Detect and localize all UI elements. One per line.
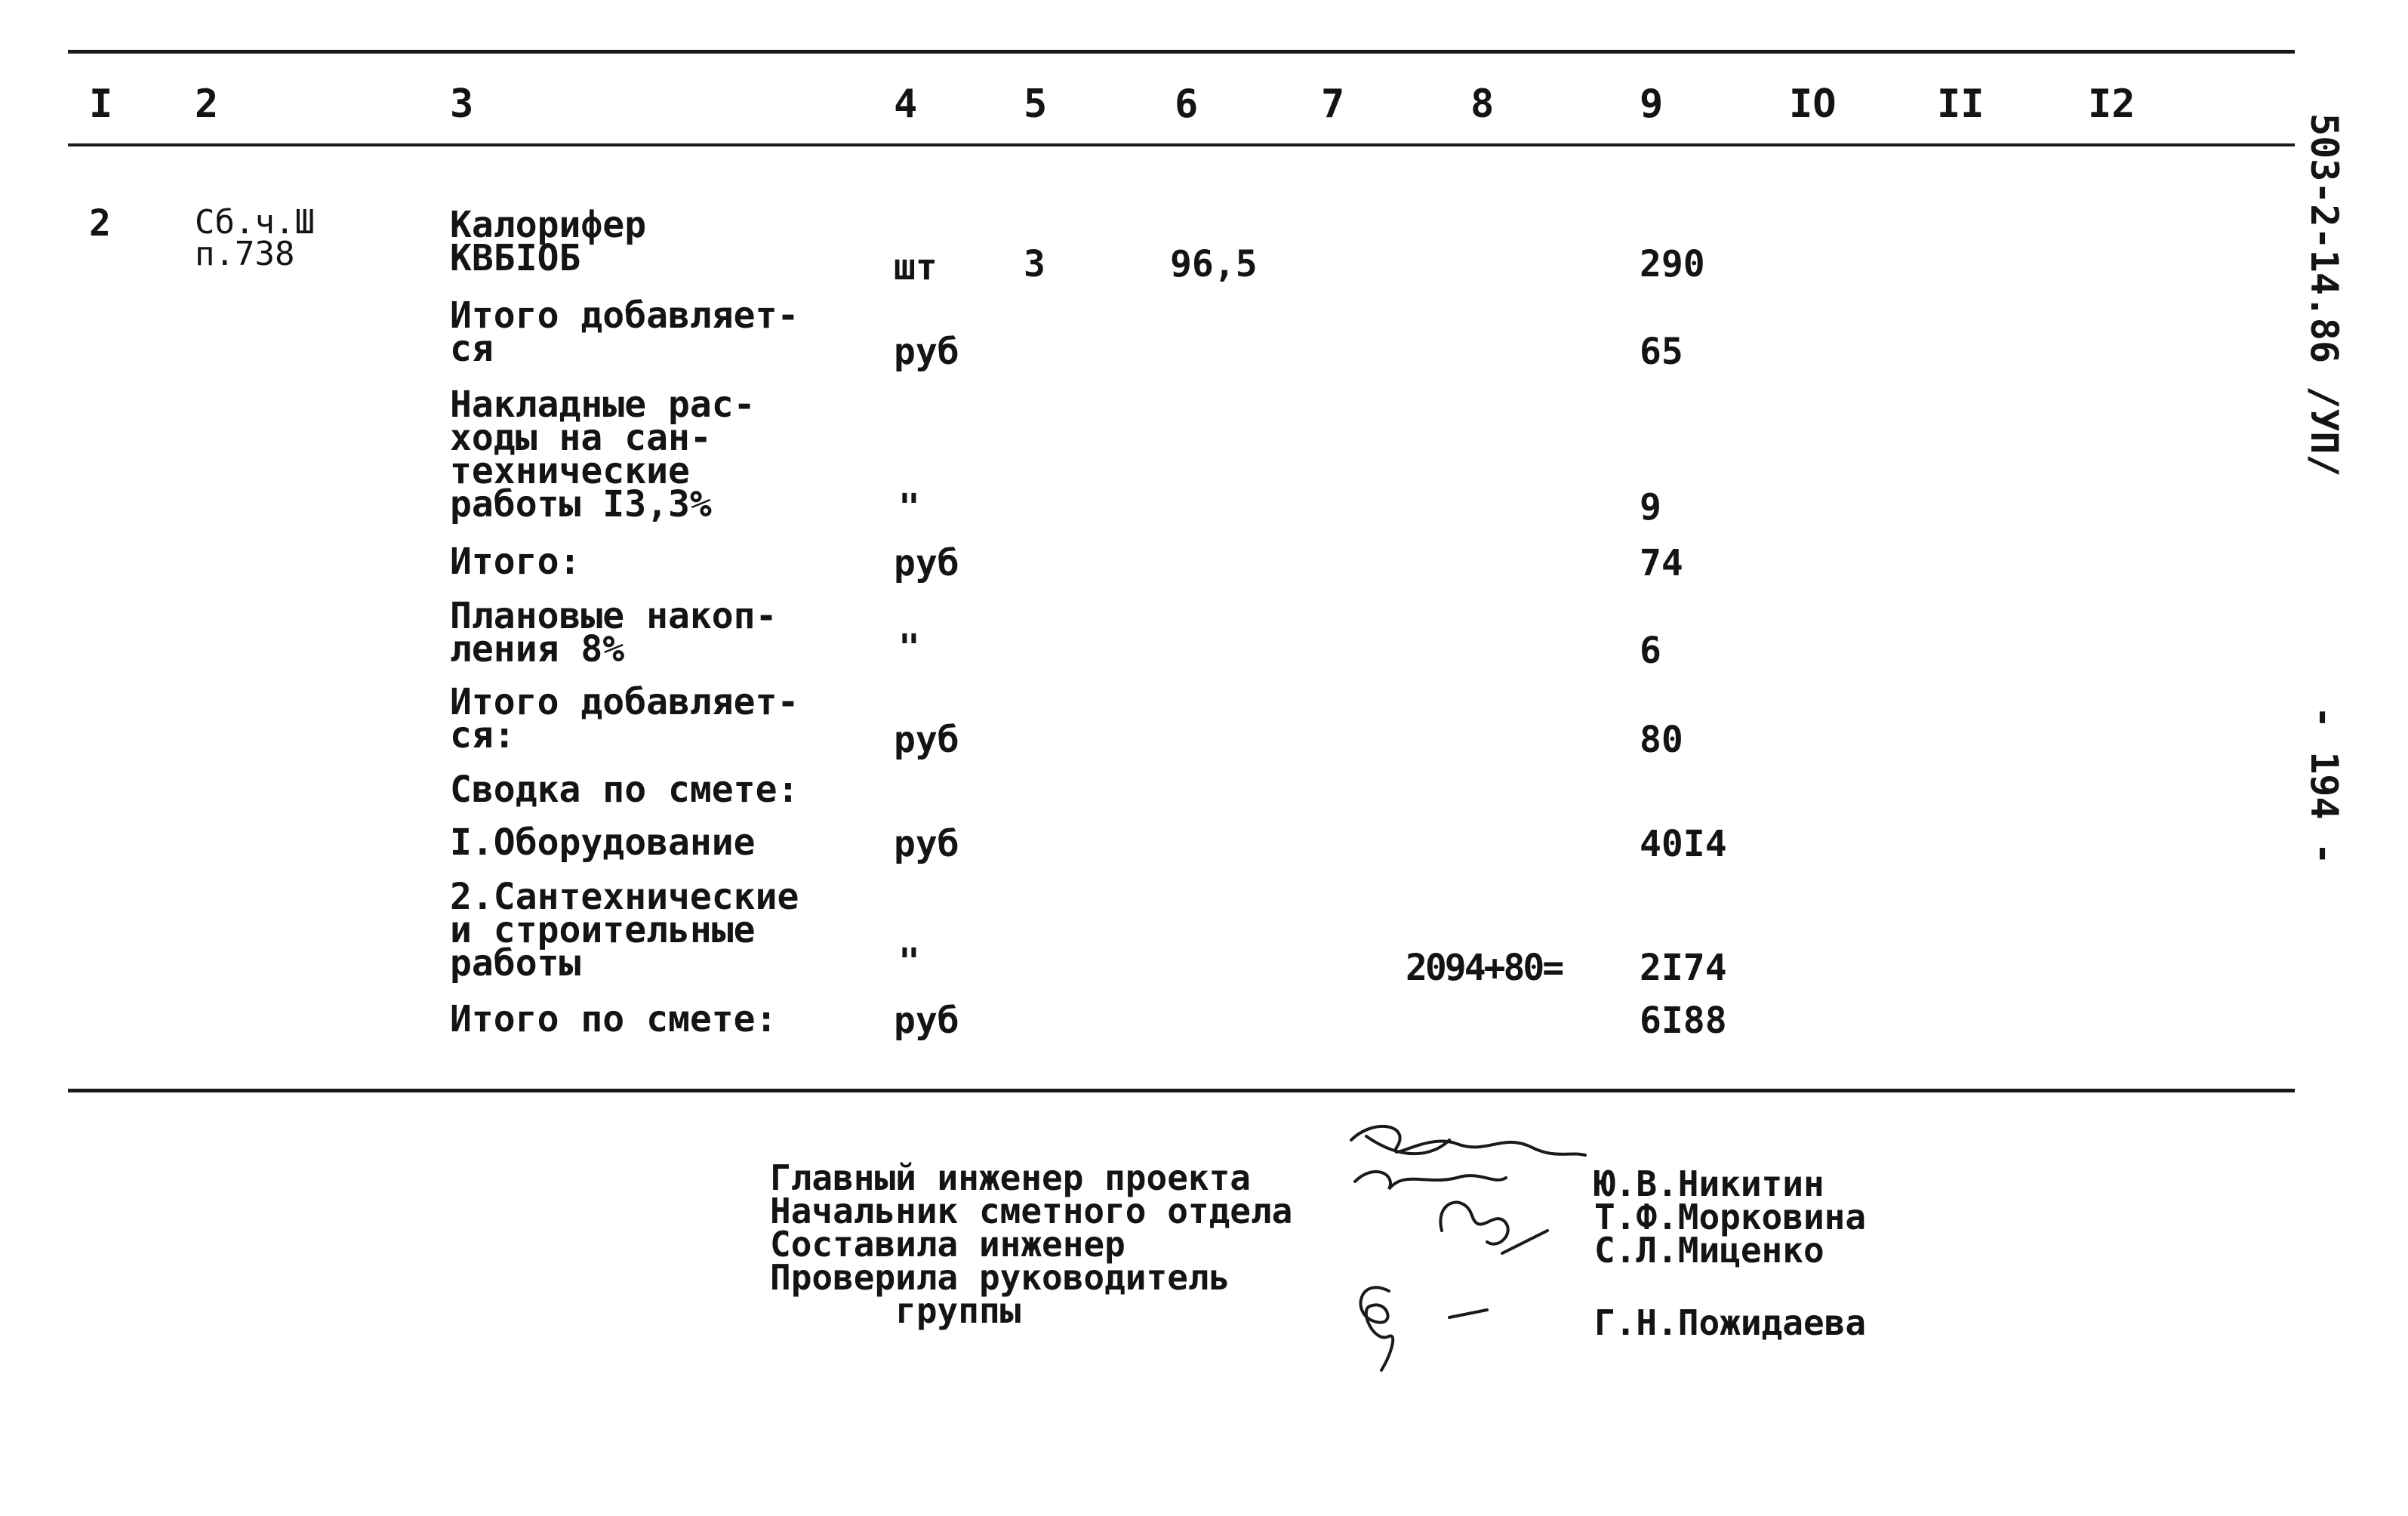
column-header: 4 xyxy=(894,82,918,127)
column-header: 8 xyxy=(1470,82,1495,127)
row-description: Итого добавляет- ся xyxy=(450,294,799,370)
row-unit: " xyxy=(898,941,920,983)
signer-position: Начальник сметного отдела xyxy=(770,1191,1293,1231)
signer-position: Проверила руководитель группы xyxy=(770,1257,1230,1331)
signer-name: С.Л.Миценко xyxy=(1594,1230,1824,1271)
row-unit: руб xyxy=(894,719,959,761)
row-unit: " xyxy=(898,627,920,669)
row-total: 290 xyxy=(1640,243,1705,285)
column-header: 3 xyxy=(450,82,474,127)
row-quantity: 3 xyxy=(1024,243,1045,285)
row-description: Итого: xyxy=(450,541,581,583)
column-header: II xyxy=(1937,82,1985,127)
row-unit: шт xyxy=(894,246,938,288)
table-bottom-rule xyxy=(68,1089,2295,1092)
column-header: 9 xyxy=(1640,82,1664,127)
row-total: 6I88 xyxy=(1640,1000,1727,1042)
signer-position: Составила инженер xyxy=(770,1224,1125,1265)
row-description: I.Оборудование xyxy=(450,821,756,864)
row-total: 6 xyxy=(1640,630,1661,672)
row-unit: руб xyxy=(894,542,959,584)
signer-name: Т.Ф.Морковина xyxy=(1594,1197,1867,1237)
column-header: 6 xyxy=(1175,82,1199,127)
row-unit: руб xyxy=(894,823,959,865)
row-price: 96,5 xyxy=(1170,243,1258,285)
row-number: 2 xyxy=(89,202,111,245)
row-total: 2I74 xyxy=(1640,947,1727,989)
column-header: I2 xyxy=(2088,82,2135,127)
row-description: Итого добавляет- ся: xyxy=(450,681,799,756)
signer-name: Ю.В.Никитин xyxy=(1594,1163,1824,1204)
row-total: 65 xyxy=(1640,331,1683,373)
row-reference: Сб.ч.Ш п.738 xyxy=(195,203,315,273)
header-bottom-rule xyxy=(68,143,2295,146)
signer-position: Главный инженер проекта xyxy=(770,1157,1251,1198)
column-header: IO xyxy=(1789,82,1837,127)
row-total: 74 xyxy=(1640,542,1683,584)
row-description: Калорифер КВБIОБ xyxy=(450,204,647,279)
row-unit: руб xyxy=(894,1000,959,1042)
signer-name: Г.Н.Пожидаева xyxy=(1594,1302,1867,1343)
row-calculation: 2094+80= xyxy=(1406,947,1563,989)
column-header: 7 xyxy=(1321,82,1345,127)
column-header: 2 xyxy=(195,82,219,127)
page-number: - 194 - xyxy=(2302,706,2346,865)
row-total: 40I4 xyxy=(1640,823,1727,865)
handwritten-signatures xyxy=(1344,1117,1593,1374)
row-description: Итого по смете: xyxy=(450,998,778,1040)
row-description: Накладные рас- ходы на сан- технические работы I3,3% xyxy=(450,384,756,525)
row-unit: руб xyxy=(894,331,959,373)
row-description: Сводка по смете: xyxy=(450,769,799,811)
column-header: 5 xyxy=(1024,82,1048,127)
row-unit: " xyxy=(898,486,920,528)
column-header: I xyxy=(89,82,113,127)
row-description: 2.Сантехнические и строительные работы xyxy=(450,876,799,984)
row-total: 9 xyxy=(1640,486,1661,528)
row-total: 80 xyxy=(1640,719,1683,761)
top-rule xyxy=(68,50,2295,54)
row-description: Плановые накоп- ления 8% xyxy=(450,595,778,670)
document-code: 503-2-14.86 /УП/ xyxy=(2302,113,2346,477)
